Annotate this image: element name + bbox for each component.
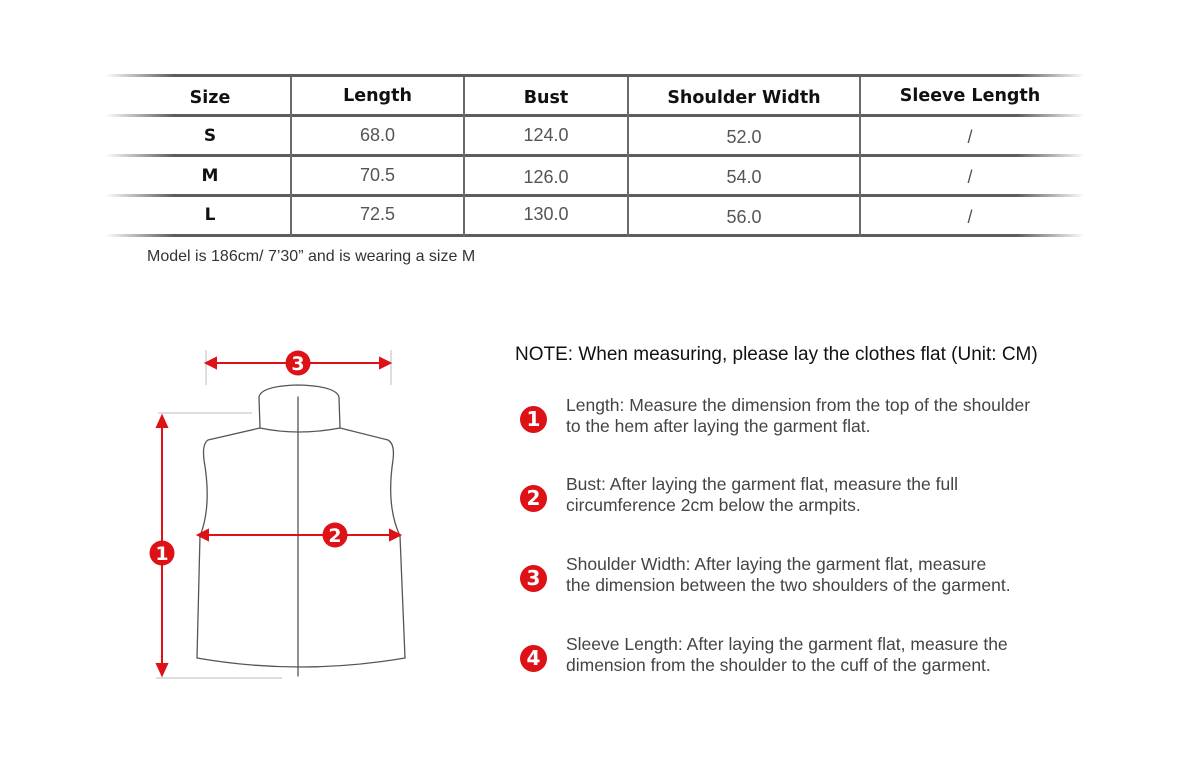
header-shoulder-width: Shoulder Width bbox=[667, 88, 821, 108]
note-text bbox=[566, 554, 1096, 596]
note-text bbox=[566, 474, 1096, 516]
row-l-size: L bbox=[204, 204, 216, 225]
row-m-sleeve-length: / bbox=[967, 167, 973, 187]
note-item-shoulder-width bbox=[520, 554, 1100, 612]
header-length: Length bbox=[343, 86, 412, 106]
note-item-length bbox=[520, 395, 1100, 453]
guide-lines bbox=[156, 350, 391, 678]
row-l-length: 72.5 bbox=[359, 204, 396, 224]
vest-measurement-diagram bbox=[140, 340, 430, 690]
row-m-bust: 126.0 bbox=[523, 167, 569, 187]
note-item-sleeve-length bbox=[520, 634, 1100, 692]
row-l-bust: 130.0 bbox=[523, 204, 569, 224]
marker-3 bbox=[286, 351, 311, 376]
row-m-shoulder-width: 54.0 bbox=[726, 167, 762, 187]
note-text bbox=[566, 395, 1096, 437]
row-m-size: M bbox=[201, 165, 219, 186]
note-text bbox=[566, 634, 1096, 676]
marker-1 bbox=[150, 541, 175, 566]
marker-1-label: 1 bbox=[155, 543, 169, 565]
row-s-size: S bbox=[203, 125, 217, 146]
header-bust: Bust bbox=[523, 88, 569, 108]
row-m-length: 70.5 bbox=[359, 165, 396, 185]
header-size: Size bbox=[189, 88, 231, 108]
note-line: to the hem after laying the garment flat. bbox=[566, 416, 871, 436]
row-s-shoulder-width: 52.0 bbox=[726, 127, 762, 147]
size-chart-table bbox=[105, 74, 1085, 240]
measurement-arrows bbox=[157, 358, 400, 675]
header-sleeve-length: Sleeve Length bbox=[899, 86, 1041, 106]
note-line: Sleeve Length: After laying the garment flat, measure the bbox=[566, 634, 1008, 654]
note-line: Bust: After laying the garment flat, measure the full bbox=[566, 474, 959, 494]
row-s-length: 68.0 bbox=[359, 125, 396, 145]
note-line: the dimension between the two shoulders of the garment. bbox=[566, 575, 1011, 595]
note-item-bust bbox=[520, 474, 1100, 532]
marker-2-label: 2 bbox=[328, 525, 342, 547]
marker-2 bbox=[323, 523, 348, 548]
measuring-note-title: NOTE: When measuring, please lay the clothes flat (Unit: CM) bbox=[515, 344, 1038, 365]
note-line: Shoulder Width: After laying the garment flat, measure bbox=[566, 554, 987, 574]
model-fit-note: Model is 186cm/ 7’30” and is wearing a size M bbox=[147, 248, 476, 265]
vest-diagram-svg bbox=[140, 340, 430, 690]
row-l-sleeve-length: / bbox=[967, 207, 973, 227]
number-3-icon: 3 bbox=[520, 565, 547, 592]
number-4-icon: 4 bbox=[520, 645, 547, 672]
row-s-sleeve-length: / bbox=[967, 127, 973, 147]
row-l-shoulder-width: 56.0 bbox=[726, 207, 762, 227]
note-line: circumference 2cm below the armpits. bbox=[566, 495, 861, 515]
number-2-icon: 2 bbox=[520, 485, 547, 512]
note-line: Length: Measure the dimension from the top of the shoulder bbox=[566, 395, 1031, 415]
row-s-bust: 124.0 bbox=[523, 125, 569, 145]
note-line: dimension from the shoulder to the cuff of the garment. bbox=[566, 655, 991, 675]
marker-3-label: 3 bbox=[291, 353, 305, 375]
number-1-icon: 1 bbox=[520, 406, 547, 433]
vest-outline bbox=[197, 385, 405, 676]
